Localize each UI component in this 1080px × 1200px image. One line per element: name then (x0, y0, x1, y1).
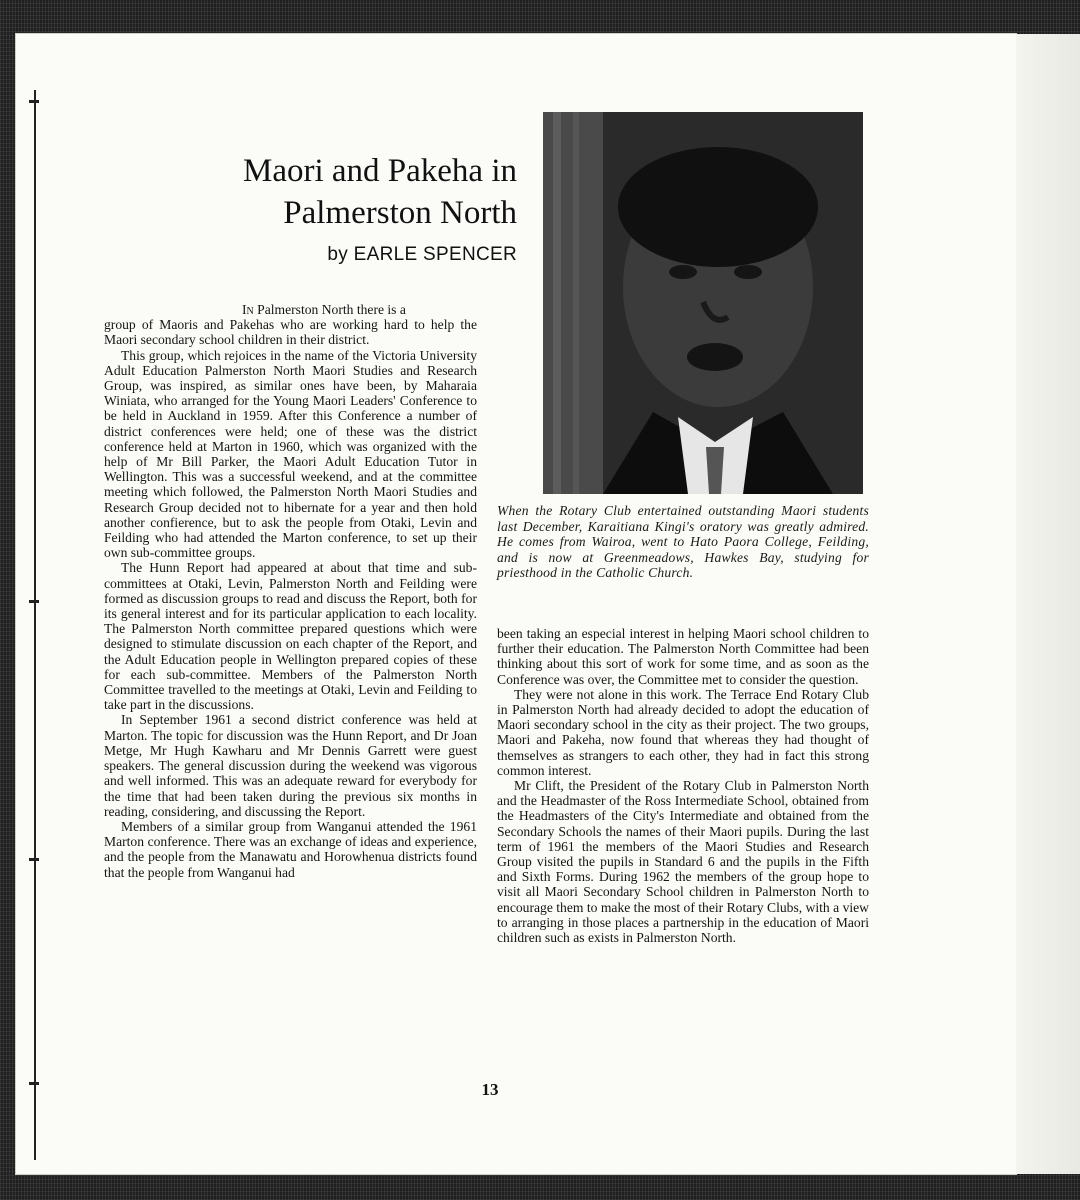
page-number: 13 (481, 1080, 499, 1099)
portrait-photo (543, 112, 863, 494)
paragraph: The Hunn Report had appeared at about that time and sub-committees at Otaki, Levin, Palmerston North and Feilding were formed as discussion groups to read and discuss the Report, both for its general interest and for its particular application to each locality. The Palmerston North committee prepared questions which were designed to stimulate discussion on each chapter of the Report, and the Adult Education people in Wellington prepared copies of these for each sub-committee. Members of the Palmerston North Committee travelled to the meetings at Otaki, Levin and Feilding to take part in the discussions. (104, 560, 477, 713)
article-title (97, 150, 517, 234)
binding-tick (29, 100, 39, 103)
drop-cap: In (242, 302, 254, 317)
binding-tick (29, 858, 39, 861)
right-column (497, 626, 869, 945)
paragraph (104, 302, 477, 348)
binding-rule (34, 90, 36, 1160)
binding-tick (29, 600, 39, 603)
byline: by EARLE SPENCER (327, 244, 517, 265)
paragraph: been taking an especial interest in helping Maori school children to further their education. The Palmerston North Committee had been thinking about this sort of work for some time, and as soon as the Conference was over, the Committee met to consider the question. (497, 626, 869, 687)
lead-line: In Palmerston North there is a (242, 302, 406, 317)
paragraph: In September 1961 a second district conference was held at Marton. The topic for discussion was the Hunn Report, and Dr Joan Metge, Mr Hugh Kawharu and Mr Dennis Garrett were guest speakers. The general discussion during the weekend was vigorous and well informed. This was an adequate reward for everybody for the time that had been taken during the previous six months in reading, considering, and discussing the Report. (104, 712, 477, 819)
paragraph-text: group of Maoris and Pakehas who are working hard to help the Maori secondary school children in their district. (104, 317, 477, 348)
facing-page-edge (1016, 34, 1080, 1174)
portrait-illustration (543, 112, 863, 494)
binding-tick (29, 1082, 39, 1085)
photo-caption: When the Rotary Club entertained outstanding Maori students last December, Karaitiana Kingi's oratory was greatly admired. He comes from Wairoa, went to Hato Paora College, Feilding, and is now at Greenmeadows, Hawkes Bay, studying for priesthood in the Catholic Church. (497, 503, 869, 581)
paragraph: They were not alone in this work. The Terrace End Rotary Club in Palmerston North had already decided to adopt the education of Maori secondary school in the city as their project. The two groups, Maori and Pakeha, now found that whereas they had thought of themselves as strangers to each other, they had in fact this strong common interest. (497, 686, 869, 778)
title-line-1: Maori and Pakeha in (242, 153, 517, 189)
left-column (104, 302, 477, 880)
paragraph: Members of a similar group from Wanganui attended the 1961 Marton conference. There was an exchange of ideas and experience, and the people from the Manawatu and Horowhenua districts found that the people from Wanganui had (104, 818, 477, 880)
paragraph: Mr Clift, the President of the Rotary Club in Palmerston North and the Headmaster of the Ross Intermediate School, obtained from the Headmasters of the City's Intermediate and obtained from the Secondary Schools the names of their Maori pupils. During the last term of 1961 the members of the Maori Studies and Research Group visited the pupils in Standard 6 and the pupils in the Fifth and Sixth Forms. During 1962 the members of the group hope to visit all Maori Secondary School children in Palmerston North to encourage them to make the most of their Rotary Clubs, with a view to arranging in those places a partnership in the education of Maori children such as exists in Palmerston North. (497, 778, 869, 946)
title-line-2: Palmerston North (283, 195, 517, 231)
paragraph: This group, which rejoices in the name of the Victoria University Adult Education Palmerston North Maori Studies and Research Group, was inspired, as similar ones have been, by Maharaia Winiata, who arranged for the Young Maori Leaders' Conference to be held in Auckland in 1959. After this Conference a number of district conferences were held; one of these was the district conference held at Marton in 1960, which was organized with the help of Mr Bill Parker, the Maori Adult Education Tutor in Wellington. This was a successful weekend, and at the committee meeting which followed, the Palmerston North Maori Studies and Research Group decided not to hibernate for a year and then hold another confierence, but to ask the people from Otaki, Levin and Feilding who had attended the Marton conference, to set up their own sub-committee groups. (104, 347, 477, 561)
